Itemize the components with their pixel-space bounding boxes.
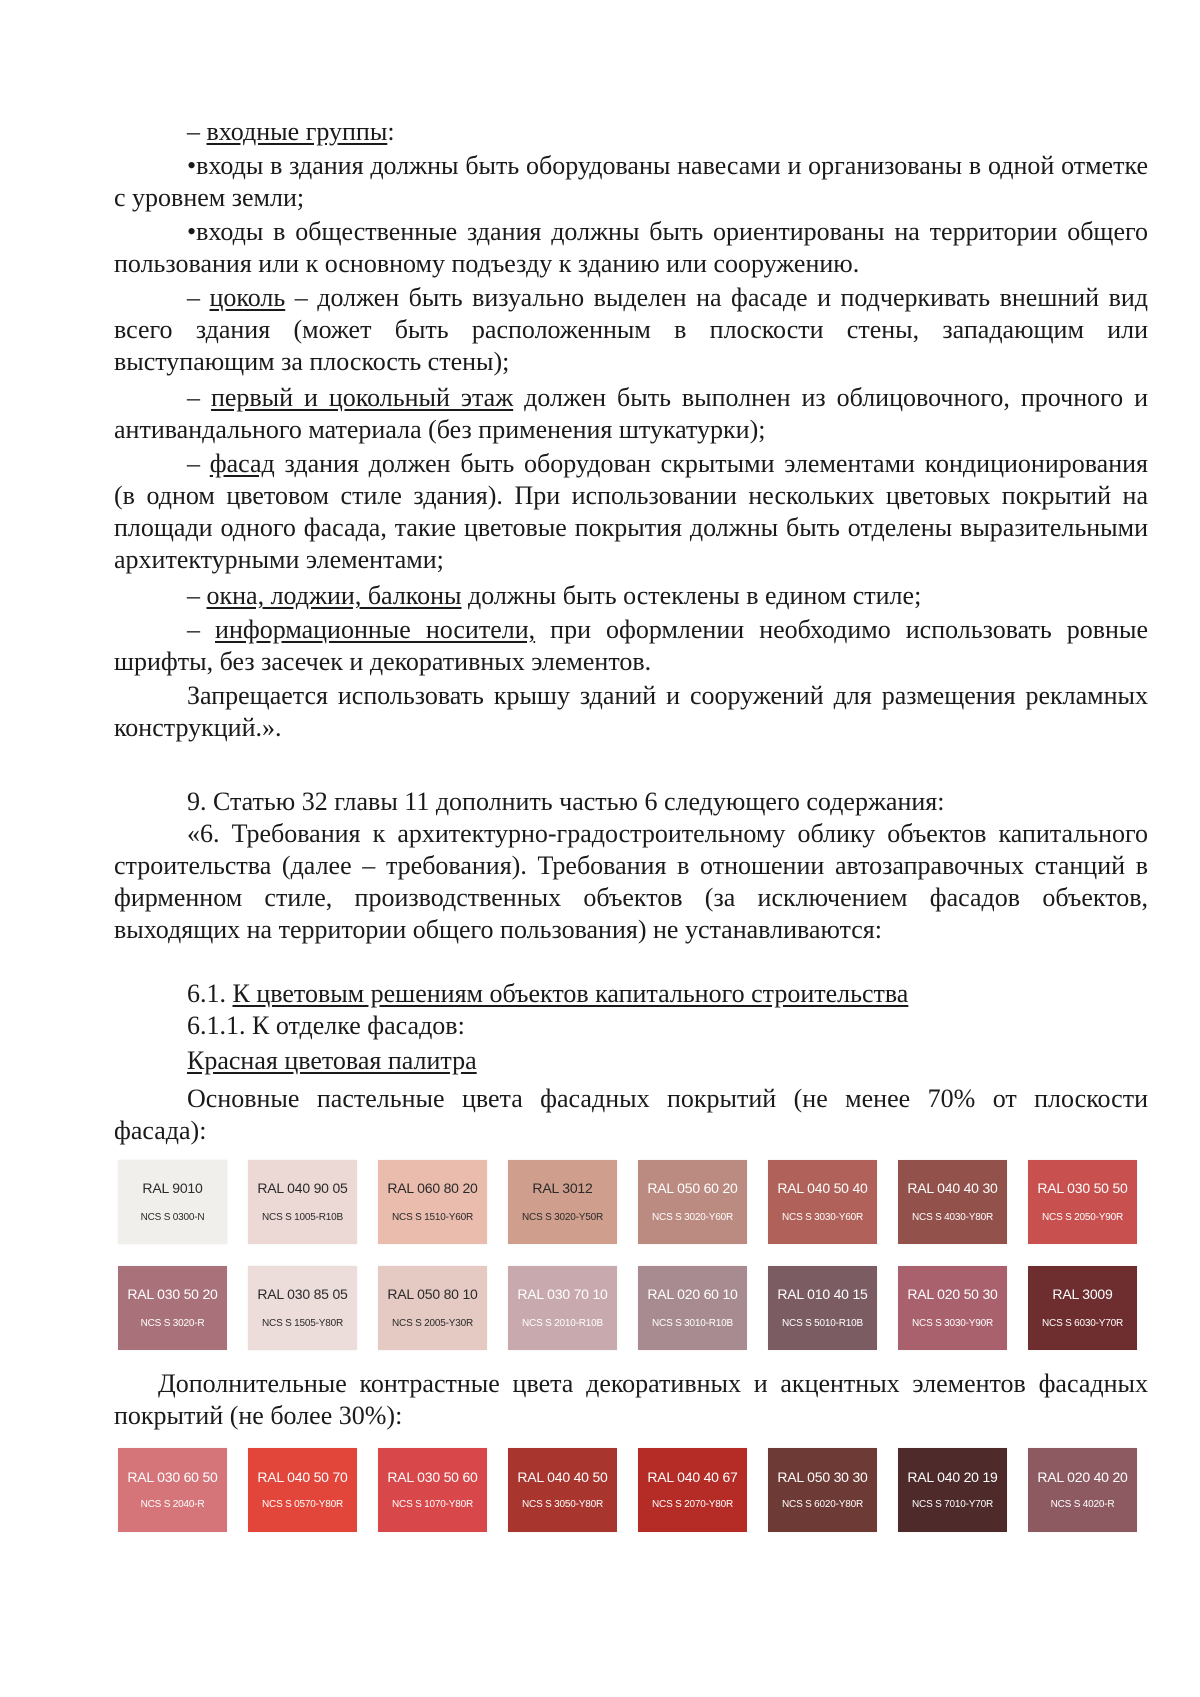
- ral-code: RAL 030 50 20: [127, 1286, 218, 1302]
- plinth-item: – цоколь – должен быть визуально выделен на фасаде и подчеркивать внешний вид всего здания (может быть расположенным в плоскости стены, западающим или выступающим за плоскость стены);: [114, 283, 1148, 376]
- windows-term: окна, лоджии, балконы: [206, 581, 462, 610]
- color-swatch: [768, 1266, 877, 1350]
- accent-palette-row: [118, 1448, 1137, 1532]
- ral-code: RAL 030 50 50: [1037, 1180, 1128, 1196]
- ncs-code: NCS S 1505-Y80R: [262, 1318, 343, 1329]
- ral-code: RAL 040 50 40: [777, 1180, 868, 1196]
- ral-code: RAL 9010: [142, 1180, 203, 1196]
- ncs-code: NCS S 2070-Y80R: [652, 1499, 733, 1510]
- ral-code: RAL 050 30 30: [777, 1469, 868, 1485]
- main-colors-caption: Основные пастельные цвета фасадных покрытий (не менее 70% от плоскости фасада):: [114, 1084, 1148, 1145]
- ncs-code: NCS S 2040-R: [140, 1499, 205, 1510]
- ncs-code: NCS S 6020-Y80R: [782, 1499, 863, 1510]
- color-swatch: [248, 1160, 357, 1244]
- color-swatch: [508, 1448, 617, 1532]
- ncs-code: NCS S 7010-Y70R: [912, 1499, 993, 1510]
- ral-code: RAL 050 80 10: [387, 1286, 478, 1302]
- roof-prohibition: Запрещается использовать крышу зданий и сооружений для размещения рекламных конструкций.».: [114, 681, 1148, 742]
- ral-code: RAL 050 60 20: [647, 1180, 738, 1196]
- entrance-groups-item: – входные группы:: [187, 117, 395, 146]
- ncs-code: NCS S 1510-Y60R: [392, 1212, 473, 1223]
- ground-floor-item: – первый и цокольный этаж должен быть выполнен из облицовочного, прочного и антивандального материала (без применения штукатурки);: [114, 383, 1148, 444]
- color-swatch: [508, 1160, 617, 1244]
- section-6-1: 6.1. К цветовым решениям объектов капитального строительства: [187, 979, 909, 1008]
- ral-code: RAL 060 80 20: [387, 1180, 478, 1196]
- requirements-paragraph: «6. Требования к архитектурно-градостроительному облику объектов капитального строительства (далее – требования). Требования в отношении автозаправочных станций в фирменном стиле, производственных объектов (за исключением фасадов объектов, выходящих на территории общего пользования) не устанавливаются:: [114, 819, 1148, 944]
- color-swatch: [118, 1448, 227, 1532]
- ncs-code: NCS S 2005-Y30R: [392, 1318, 473, 1329]
- main-palette-row-2: [118, 1266, 1137, 1350]
- color-swatch: [118, 1160, 227, 1244]
- section-6-1-title: К цветовым решениям объектов капитального строительства: [232, 979, 909, 1008]
- red-palette-heading: Красная цветовая палитра: [187, 1046, 477, 1075]
- article-32-amendment: 9. Статью 32 главы 11 дополнить частью 6 следующего содержания:: [187, 787, 945, 816]
- entrances-bullet-1: •входы в здания должны быть оборудованы навесами и организованы в одной отметке с уровнем земли;: [114, 151, 1148, 212]
- plinth-term: цоколь: [209, 283, 286, 312]
- ral-code: RAL 040 40 30: [907, 1180, 998, 1196]
- color-swatch: [118, 1266, 227, 1350]
- color-swatch: [378, 1448, 487, 1532]
- ncs-code: NCS S 1005-R10B: [262, 1212, 343, 1223]
- ral-code: RAL 040 40 50: [517, 1469, 608, 1485]
- ral-code: RAL 020 40 20: [1037, 1469, 1128, 1485]
- ncs-code: NCS S 3020-Y50R: [522, 1212, 603, 1223]
- ral-code: RAL 3009: [1052, 1286, 1113, 1302]
- color-swatch: [1028, 1266, 1137, 1350]
- main-palette-row-1: [118, 1160, 1137, 1244]
- ncs-code: NCS S 3050-Y80R: [522, 1499, 603, 1510]
- color-swatch: [638, 1448, 747, 1532]
- entrances-bullet-2: •входы в общественные здания должны быть ориентированы на территории общего пользования или к основному подъезду к зданию или сооружению.: [114, 217, 1148, 278]
- info-carriers-term: информационные носители,: [215, 615, 536, 644]
- ral-code: RAL 040 50 70: [257, 1469, 348, 1485]
- ral-code: RAL 030 85 05: [257, 1286, 348, 1302]
- color-swatch: [638, 1266, 747, 1350]
- ncs-code: NCS S 2010-R10B: [522, 1318, 603, 1329]
- ral-code: RAL 3012: [532, 1180, 593, 1196]
- ncs-code: NCS S 0300-N: [140, 1212, 205, 1223]
- ncs-code: NCS S 3010-R10B: [652, 1318, 733, 1329]
- ncs-code: NCS S 0570-Y80R: [262, 1499, 343, 1510]
- color-swatch: [378, 1160, 487, 1244]
- windows-item: – окна, лоджии, балконы должны быть остеклены в едином стиле;: [187, 581, 922, 610]
- ral-code: RAL 020 50 30: [907, 1286, 998, 1302]
- color-swatch: [768, 1160, 877, 1244]
- accent-colors-caption: Дополнительные контрастные цвета декоративных и акцентных элементов фасадных покрытий (не более 30%):: [114, 1369, 1148, 1430]
- ncs-code: NCS S 4030-Y80R: [912, 1212, 993, 1223]
- ncs-code: NCS S 3020-R: [140, 1318, 205, 1329]
- color-swatch: [248, 1266, 357, 1350]
- ncs-code: NCS S 3030-Y60R: [782, 1212, 863, 1223]
- ral-code: RAL 040 20 19: [907, 1469, 998, 1485]
- ncs-code: NCS S 5010-R10B: [782, 1318, 863, 1329]
- ncs-code: NCS S 3020-Y60R: [652, 1212, 733, 1223]
- color-swatch: [378, 1266, 487, 1350]
- info-carriers-item: – информационные носители, при оформлении необходимо использовать ровные шрифты, без засечек и декоративных элементов.: [114, 615, 1148, 676]
- color-swatch: [768, 1448, 877, 1532]
- ral-code: RAL 030 60 50: [127, 1469, 218, 1485]
- ncs-code: NCS S 6030-Y70R: [1042, 1318, 1123, 1329]
- color-swatch: [898, 1160, 1007, 1244]
- color-swatch: [638, 1160, 747, 1244]
- color-swatch: [508, 1266, 617, 1350]
- color-swatch: [1028, 1160, 1137, 1244]
- facade-item: – фасад здания должен быть оборудован скрытыми элементами кондиционирования (в одном цветовом стиле здания). При использовании нескольких цветовых покрытий на площади одного фасада, такие цветовые покрытия должны быть отделены выразительными архитектурными элементами;: [114, 449, 1148, 574]
- entrance-groups-term: входные группы: [206, 117, 388, 146]
- facade-term: фасад: [209, 449, 275, 478]
- color-swatch: [898, 1448, 1007, 1532]
- ral-code: RAL 040 90 05: [257, 1180, 348, 1196]
- ral-code: RAL 030 70 10: [517, 1286, 608, 1302]
- ral-code: RAL 030 50 60: [387, 1469, 478, 1485]
- ground-floor-term: первый и цокольный этаж: [210, 383, 514, 412]
- section-6-1-1: 6.1.1. К отделке фасадов:: [187, 1011, 465, 1040]
- ncs-code: NCS S 1070-Y80R: [392, 1499, 473, 1510]
- ral-code: RAL 040 40 67: [647, 1469, 738, 1485]
- ncs-code: NCS S 4020-R: [1050, 1499, 1115, 1510]
- ral-code: RAL 020 60 10: [647, 1286, 738, 1302]
- color-swatch: [898, 1266, 1007, 1350]
- ncs-code: NCS S 2050-Y90R: [1042, 1212, 1123, 1223]
- color-swatch: [1028, 1448, 1137, 1532]
- ncs-code: NCS S 3030-Y90R: [912, 1318, 993, 1329]
- color-swatch: [248, 1448, 357, 1532]
- ral-code: RAL 010 40 15: [777, 1286, 868, 1302]
